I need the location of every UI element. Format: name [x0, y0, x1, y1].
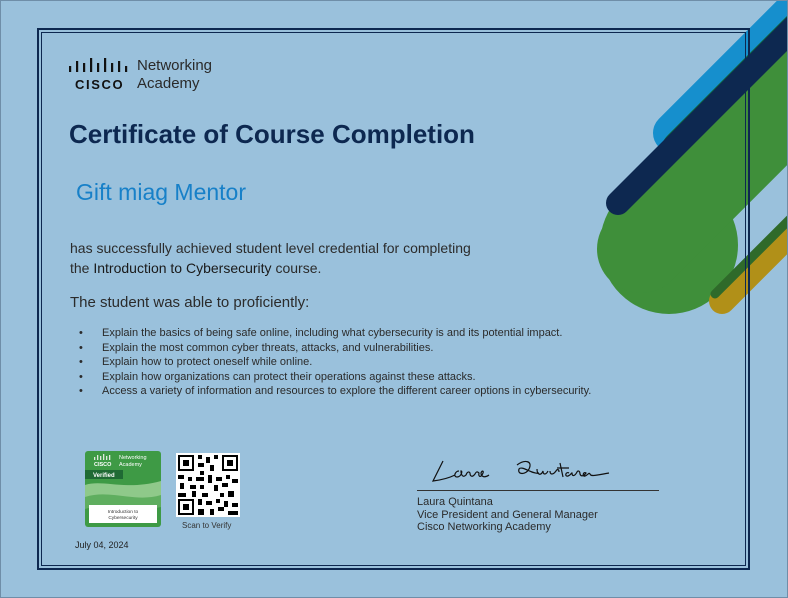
completion-statement [70, 238, 570, 278]
qr-code[interactable] [176, 453, 240, 517]
bullet: • [79, 356, 83, 368]
issue-date: July 04, 2024 [75, 540, 129, 550]
statement-line2 [70, 258, 570, 278]
academy-name [137, 57, 212, 93]
bullet: • [79, 385, 83, 397]
signatory-block [417, 496, 598, 534]
statement-post: course. [275, 260, 322, 276]
signatory-title: Vice President and General Manager [417, 508, 598, 521]
signatory-name: Laura Quintana [417, 496, 493, 508]
outcome-text: Access a variety of information and resources to explore the different career options in cybersecurity. [102, 385, 592, 397]
signature-line [417, 490, 659, 491]
list-item [79, 370, 591, 385]
outcome-text: Explain the most common cyber threats, attacks, and vulnerabilities. [102, 341, 434, 354]
bullet: • [79, 370, 83, 383]
outcome-text: Explain how organizations can protect their operations against these attacks. [102, 370, 476, 383]
verified-badge[interactable] [85, 451, 161, 527]
statement-line1: has successfully achieved student level credential for completing [70, 240, 471, 256]
badge-line1: Networking [119, 455, 147, 461]
badge-status: Verified [93, 473, 115, 479]
badge-line2: Academy [119, 462, 142, 468]
badge-course-line2: Cybersecurity [108, 516, 138, 521]
certificate-title: Certificate of Course Completion [69, 119, 475, 149]
recipient-name: Gift miag Mentor [76, 179, 246, 205]
badge-course-line1: Introduction to [107, 510, 139, 515]
badge-brand: CISCO [94, 462, 112, 468]
cisco-wordmark: CISCO [75, 77, 125, 92]
bullet: • [79, 327, 83, 339]
proficiency-intro: The student was able to proficiently: [70, 294, 310, 311]
academy-line2: Academy [137, 75, 200, 92]
academy-line1: Networking [137, 57, 213, 74]
cisco-bars-icon [68, 57, 130, 75]
list-item [79, 326, 591, 341]
outcome-text: Explain how to protect oneself while online. [102, 356, 313, 368]
learning-outcomes [79, 326, 591, 399]
outcome-text: Explain the basics of being safe online, including what cybersecurity is and its potential impact. [102, 327, 563, 339]
course-name: Introduction to Cybersecurity [93, 260, 272, 276]
signatory-org: Cisco Networking Academy [417, 521, 551, 533]
list-item [79, 384, 591, 399]
statement-pre: the [70, 260, 90, 276]
scan-to-verify-label: Scan to Verify [182, 521, 232, 530]
list-item [79, 341, 591, 356]
bullet: • [79, 341, 83, 354]
signature-image [429, 453, 614, 487]
list-item [79, 355, 591, 370]
